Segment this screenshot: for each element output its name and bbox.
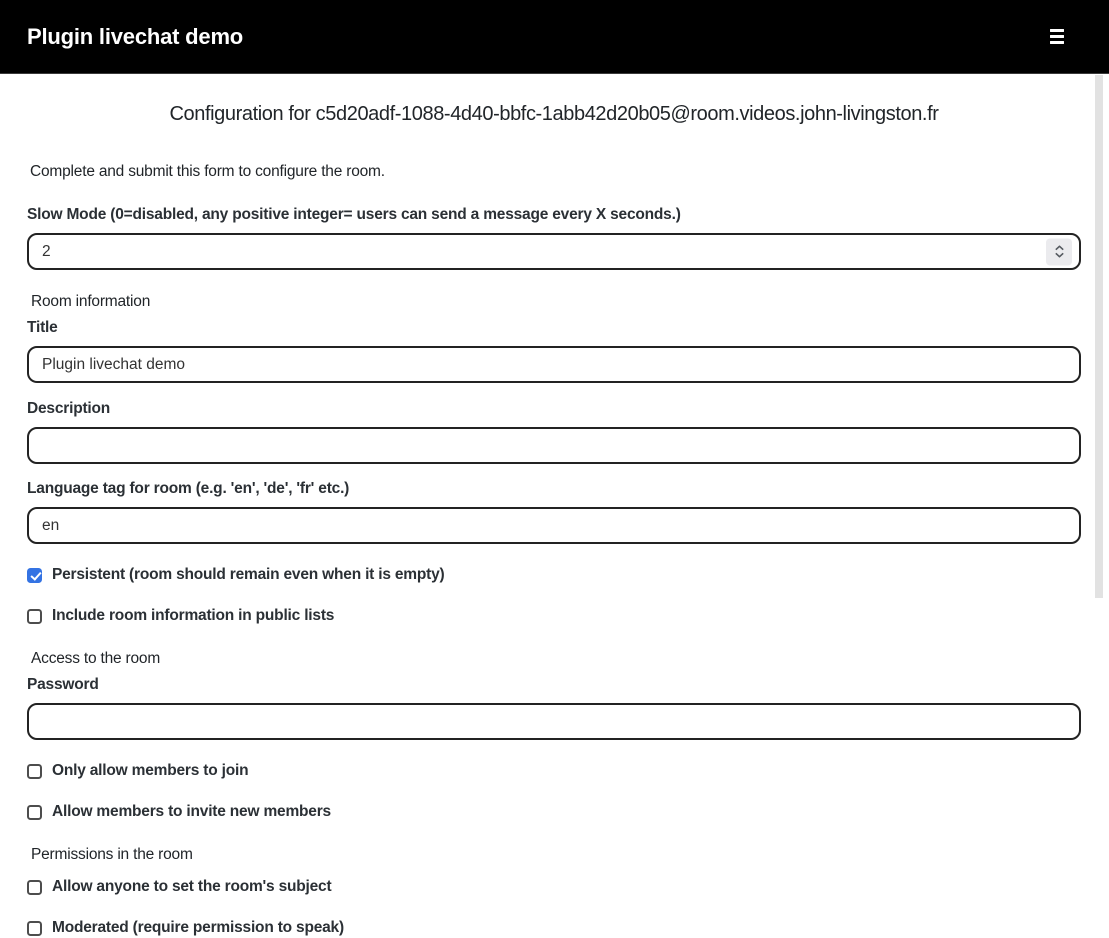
- members-invite-checkbox[interactable]: [27, 805, 42, 820]
- scrollbar-thumb[interactable]: [1095, 75, 1103, 598]
- chevron-up-icon[interactable]: [1055, 246, 1064, 251]
- public-list-checkbox[interactable]: [27, 609, 42, 624]
- section-room-information: Room information: [31, 293, 151, 310]
- moderated-checkbox-row: [27, 919, 1081, 937]
- language-label: Language tag for room (e.g. 'en', 'de', 'fr' etc.): [27, 480, 350, 497]
- chevron-down-icon[interactable]: [1055, 253, 1064, 258]
- persistent-label: Persistent (room should remain even when it is empty): [52, 566, 445, 583]
- hamburger-bar: [1050, 41, 1064, 44]
- members-only-checkbox[interactable]: [27, 764, 42, 779]
- section-access: Access to the room: [31, 650, 161, 667]
- slow-mode-label: Slow Mode (0=disabled, any positive integer= users can send a message every X seconds.): [27, 206, 681, 223]
- slow-mode-field-wrap: [27, 233, 1081, 270]
- hamburger-menu-icon[interactable]: [1050, 26, 1072, 48]
- page-title: Plugin livechat demo: [27, 23, 244, 49]
- members-only-checkbox-row: [27, 762, 1081, 780]
- config-heading: Configuration for c5d20adf-1088-4d40-bbfc-1abb42d20b05@room.videos.john-livingston.fr: [169, 103, 939, 125]
- persistent-checkbox[interactable]: [27, 568, 42, 583]
- password-input[interactable]: [27, 703, 1081, 740]
- section-permissions: Permissions in the room: [31, 846, 193, 863]
- public-list-label: Include room information in public lists: [52, 607, 335, 624]
- password-label: Password: [27, 676, 99, 693]
- form-instructions: Complete and submit this form to configure the room.: [30, 163, 385, 180]
- moderated-label: Moderated (require permission to speak): [52, 919, 344, 936]
- app-header: [0, 0, 1109, 74]
- title-label: Title: [27, 319, 58, 336]
- hamburger-bar: [1050, 35, 1064, 38]
- members-invite-checkbox-row: [27, 803, 1081, 821]
- public-list-checkbox-row: [27, 607, 1081, 625]
- number-spinner[interactable]: [1046, 238, 1072, 265]
- members-only-label: Only allow members to join: [52, 762, 249, 779]
- scrollbar-track[interactable]: [1094, 75, 1104, 938]
- language-input[interactable]: [27, 507, 1081, 544]
- hamburger-bar: [1050, 29, 1064, 32]
- description-label: Description: [27, 400, 111, 417]
- moderated-checkbox[interactable]: [27, 921, 42, 936]
- change-subject-checkbox[interactable]: [27, 880, 42, 895]
- persistent-checkbox-row: [27, 566, 1081, 584]
- change-subject-label: Allow anyone to set the room's subject: [52, 878, 332, 895]
- change-subject-checkbox-row: [27, 878, 1081, 896]
- members-invite-label: Allow members to invite new members: [52, 803, 331, 820]
- slow-mode-input[interactable]: [27, 233, 1081, 270]
- room-config-form: [0, 103, 1109, 937]
- description-input[interactable]: [27, 427, 1081, 464]
- title-input[interactable]: [27, 346, 1081, 383]
